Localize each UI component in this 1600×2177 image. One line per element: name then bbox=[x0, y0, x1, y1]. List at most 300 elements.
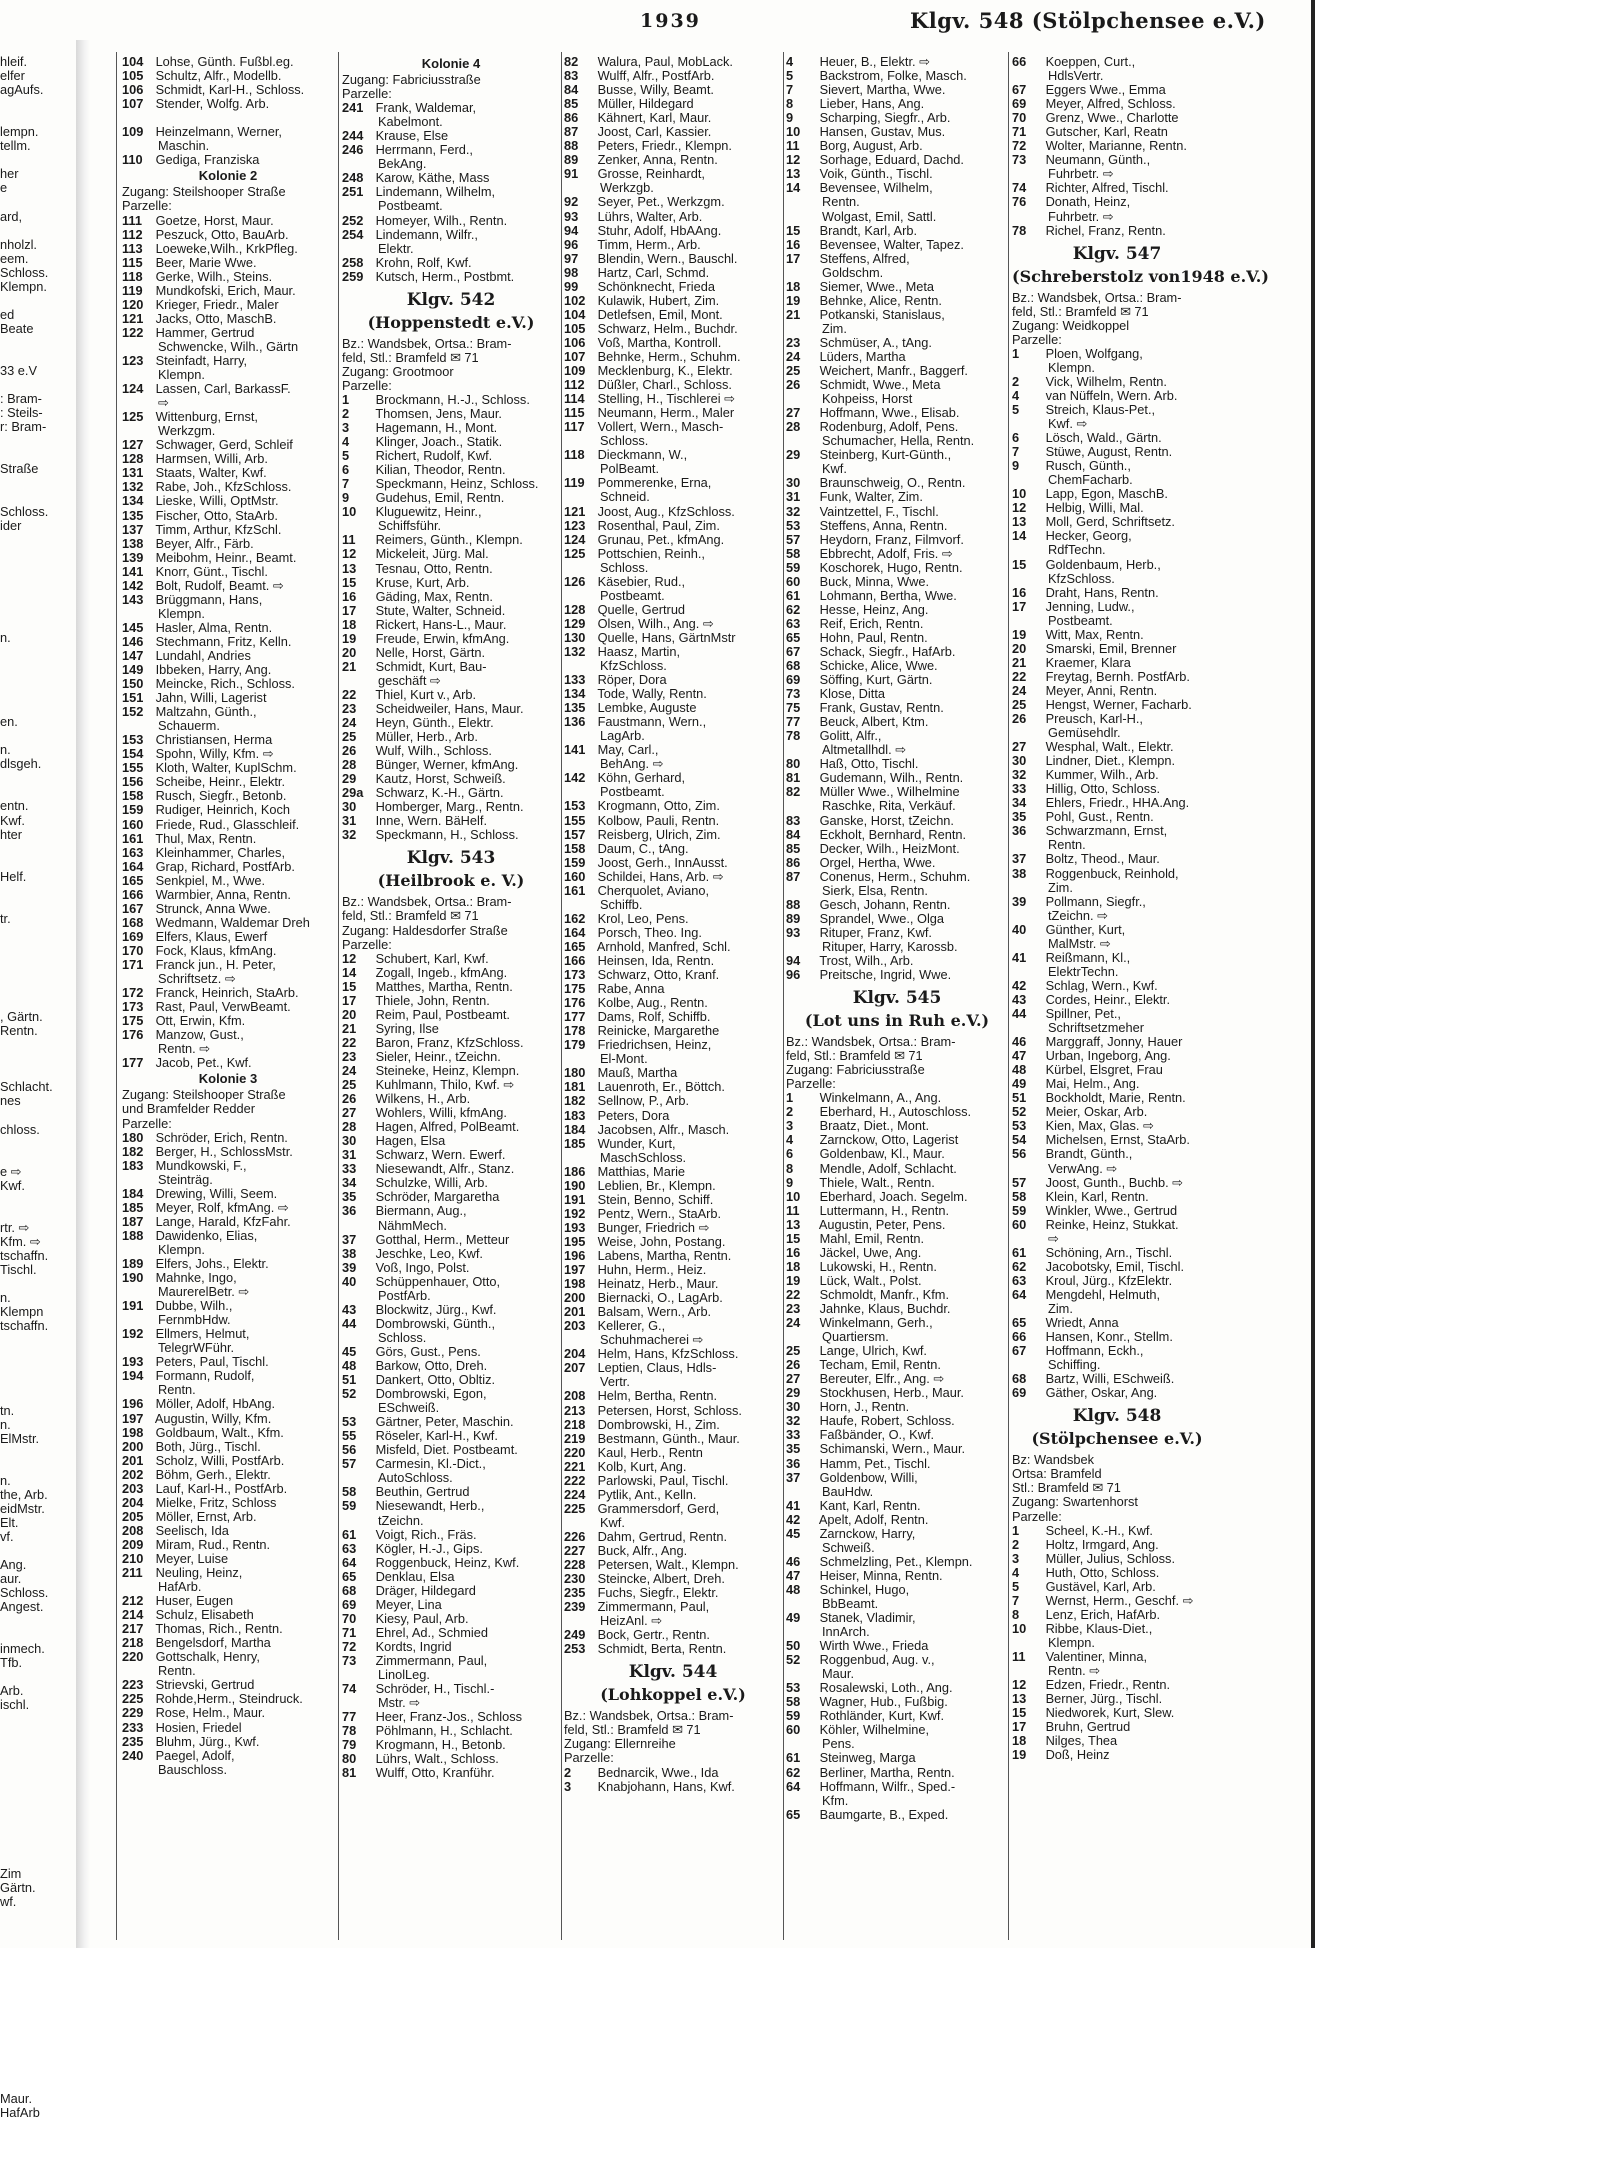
plot-number: 40 bbox=[1012, 921, 1027, 937]
plot-number: 4 bbox=[786, 1132, 794, 1148]
tenant-text: Petersen, Walt., Klempn. bbox=[597, 1557, 739, 1573]
tenant-text: Kellerer, G., bbox=[597, 1318, 666, 1334]
plot-entry bbox=[122, 1678, 334, 1692]
plot-number: 13 bbox=[1012, 1691, 1027, 1707]
fragment-line bbox=[0, 954, 72, 968]
fragment-line: elfer bbox=[0, 68, 25, 84]
tenant-text: Thiel, Kurt v., Arb. bbox=[375, 686, 477, 702]
plot-entry bbox=[564, 842, 782, 856]
plot-number: 32 bbox=[786, 503, 801, 519]
tenant-text: Mengdehl, Helmuth, bbox=[1045, 1286, 1161, 1302]
plot-number: 61 bbox=[342, 1526, 357, 1542]
tenant-text: Trost, Wilh., Arb. bbox=[819, 953, 914, 968]
tenant-text: Buck, Alfr., Ang. bbox=[597, 1542, 688, 1558]
plot-entry bbox=[564, 547, 782, 561]
tenant-text: Lauf, Karl-H., PostfArb. bbox=[155, 1480, 288, 1496]
plot-entry bbox=[342, 1078, 560, 1092]
plot-entry bbox=[786, 1302, 1008, 1316]
plot-entry bbox=[1012, 867, 1222, 881]
tenant-text: Bünger, Werner, kfmAng. bbox=[375, 757, 519, 773]
column-rule bbox=[783, 52, 784, 1940]
plot-number: 14 bbox=[786, 180, 801, 196]
plot-entry bbox=[342, 1190, 560, 1204]
entry-continuation: VerwAng. ⇨ bbox=[1048, 1160, 1118, 1176]
tenant-text: Lindner, Diet., Klempn. bbox=[1045, 753, 1176, 769]
plot-number: 2 bbox=[786, 1104, 794, 1120]
plot-number: 18 bbox=[1012, 1733, 1027, 1749]
tenant-text: Franck jun., H. Peter, bbox=[155, 957, 276, 972]
plot-number: 105 bbox=[564, 320, 586, 336]
plot-entry bbox=[342, 1710, 560, 1724]
plot-entry bbox=[342, 576, 560, 590]
plot-number: 58 bbox=[786, 1694, 801, 1710]
plot-entry bbox=[1012, 1147, 1222, 1161]
plot-number: 12 bbox=[1012, 1677, 1027, 1693]
tenant-text: Stüwe, August, Rentn. bbox=[1045, 444, 1173, 460]
plot-entry bbox=[122, 1552, 334, 1566]
plot-number: 69 bbox=[1012, 1385, 1027, 1401]
plot-number: 178 bbox=[564, 1023, 586, 1039]
plot-entry bbox=[122, 635, 334, 649]
plot-entry bbox=[1012, 1650, 1222, 1664]
plot-entry bbox=[564, 505, 782, 519]
plot-number: 12 bbox=[1012, 500, 1027, 516]
plot-number: 166 bbox=[122, 886, 144, 902]
tenant-text: Winkler, Wwe., Gertrud bbox=[1045, 1202, 1178, 1218]
tenant-text: Rudiger, Heinrich, Koch bbox=[155, 802, 290, 818]
plot-number: 37 bbox=[786, 1469, 801, 1485]
tenant-text: Gäding, Max, Rentn. bbox=[375, 588, 493, 604]
tenant-text: Eberhard, H., Autoschloss. bbox=[819, 1104, 972, 1120]
plot-entry bbox=[786, 771, 1008, 785]
plot-entry bbox=[786, 1344, 1008, 1358]
tenant-text: Strievski, Gertrud bbox=[155, 1677, 255, 1693]
fragment-line bbox=[0, 926, 72, 940]
plot-number: 20 bbox=[342, 644, 357, 660]
fragment-line bbox=[0, 1783, 72, 1797]
plot-number: 158 bbox=[122, 788, 144, 804]
plot-entry bbox=[122, 1056, 334, 1070]
tenant-text: Wagner, Hub., Fußbig. bbox=[819, 1694, 948, 1710]
tenant-text: Rituper, Franz, Kwf. bbox=[819, 924, 932, 940]
plot-number: 84 bbox=[786, 826, 801, 842]
plot-number: 77 bbox=[786, 714, 801, 730]
plot-number: 33 bbox=[1012, 781, 1027, 797]
plot-entry bbox=[342, 143, 560, 157]
tenant-text: Schubert, Karl, Kwf. bbox=[375, 950, 489, 966]
plot-number: 189 bbox=[122, 1255, 144, 1271]
tenant-text: Fock, Klaus, kfmAng. bbox=[155, 942, 277, 958]
plot-entry bbox=[786, 561, 1008, 575]
tenant-text: Spohn, Willy, Kfm. ⇨ bbox=[155, 746, 274, 762]
tenant-text: Goldenbow, Willi, bbox=[819, 1469, 918, 1485]
plot-entry bbox=[786, 308, 1008, 322]
tenant-text: Huth, Otto, Schloss. bbox=[1045, 1564, 1160, 1580]
tenant-text: Gesch, Johann, Rentn. bbox=[819, 896, 951, 912]
plot-number: 32 bbox=[1012, 767, 1027, 783]
plot-entry bbox=[122, 452, 334, 466]
tenant-text: Hohn, Paul, Rentn. bbox=[819, 629, 928, 645]
plot-number: 58 bbox=[342, 1484, 357, 1500]
plot-entry bbox=[122, 874, 334, 888]
plot-number: 164 bbox=[122, 858, 144, 874]
plot-entry bbox=[342, 994, 560, 1008]
plot-entry bbox=[122, 1327, 334, 1341]
plot-number: 134 bbox=[564, 686, 586, 702]
plot-number: 207 bbox=[564, 1360, 586, 1376]
plot-entry bbox=[342, 980, 560, 994]
plot-number: 83 bbox=[564, 68, 579, 84]
association-heading: Klgv. 544 bbox=[628, 1662, 718, 1683]
plot-entry bbox=[122, 930, 334, 944]
plot-number: 16 bbox=[786, 1244, 801, 1260]
plot-number: 109 bbox=[564, 363, 586, 379]
plot-entry bbox=[342, 1148, 560, 1162]
tenant-text: Frank, Waldemar, bbox=[375, 100, 477, 116]
plot-number: 64 bbox=[342, 1554, 357, 1570]
association-name: (Hoppenstedt e.V.) bbox=[367, 312, 535, 332]
plot-number: 22 bbox=[786, 1286, 801, 1302]
plot-number: 196 bbox=[122, 1396, 144, 1412]
fragment-line bbox=[0, 350, 72, 364]
plot-entry bbox=[122, 1706, 334, 1720]
plot-number: 190 bbox=[564, 1177, 586, 1193]
tenant-text: Olsen, Wilh., Ang. ⇨ bbox=[597, 615, 714, 631]
plot-entry bbox=[122, 83, 334, 97]
fragment-line: Schlacht. bbox=[0, 1079, 53, 1095]
tenant-text: Zimmermann, Paul, bbox=[375, 1652, 488, 1668]
plot-number: 62 bbox=[786, 1764, 801, 1780]
plot-number: 14 bbox=[1012, 528, 1027, 544]
fragment-line bbox=[0, 1389, 72, 1403]
plot-entry bbox=[342, 1738, 560, 1752]
plot-entry bbox=[342, 716, 560, 730]
plot-number: 175 bbox=[564, 981, 586, 997]
plot-number: 161 bbox=[122, 830, 144, 846]
plot-number: 107 bbox=[564, 348, 586, 364]
entry-continuation: Altmetallhdl. ⇨ bbox=[822, 742, 906, 758]
plot-number: 26 bbox=[1012, 711, 1027, 727]
fragment-line bbox=[0, 996, 72, 1010]
fragment-line bbox=[0, 1347, 72, 1361]
tenant-text: Schulzke, Willi, Arb. bbox=[375, 1175, 488, 1191]
plot-number: 69 bbox=[786, 672, 801, 688]
tenant-text: Apelt, Adolf, Rentn. bbox=[818, 1511, 929, 1527]
plot-number: 5 bbox=[1012, 401, 1020, 417]
plot-number: 143 bbox=[122, 591, 144, 607]
plot-entry bbox=[786, 1288, 1008, 1302]
fragment-line bbox=[0, 659, 72, 673]
plot-entry bbox=[564, 1361, 782, 1375]
plot-number: 94 bbox=[564, 222, 579, 238]
tenant-text: Strunck, Anna Wwe. bbox=[155, 900, 271, 916]
plot-number: 157 bbox=[564, 826, 586, 842]
directory-column-5 bbox=[1012, 54, 1269, 1763]
entry-continuation: Kwf. bbox=[600, 1514, 625, 1530]
tenant-text: Heuer, B., Elektr. ⇨ bbox=[819, 54, 930, 69]
plot-entry bbox=[1012, 1372, 1222, 1386]
tenant-text: Conenus, Herm., Schuhm. bbox=[819, 868, 971, 884]
plot-number: 1 bbox=[1012, 1522, 1020, 1538]
plot-entry bbox=[1012, 1176, 1222, 1190]
plot-entry bbox=[342, 1036, 560, 1050]
plot-number: 77 bbox=[342, 1709, 357, 1725]
tenant-text: Ehlers, Friedr., HHA.Ang. bbox=[1045, 795, 1190, 811]
entry-continuation: Elektr. bbox=[378, 240, 414, 256]
association-info: Parzelle: bbox=[342, 377, 392, 393]
tenant-text: Paegel, Adolf, bbox=[155, 1747, 235, 1763]
plot-number: 173 bbox=[122, 999, 144, 1015]
fragment-line bbox=[0, 1811, 72, 1825]
entry-continuation: Rentn. ⇨ bbox=[1048, 1663, 1100, 1679]
tenant-text: Joost, Carl, Kassier. bbox=[597, 124, 712, 140]
plot-number: 58 bbox=[1012, 1188, 1027, 1204]
plot-number: 73 bbox=[342, 1652, 357, 1668]
plot-number: 18 bbox=[342, 616, 357, 632]
fragment-line bbox=[0, 1137, 72, 1151]
plot-number: 15 bbox=[786, 1230, 801, 1246]
association-name: (Lot uns in Ruh e.V.) bbox=[804, 1011, 990, 1031]
tenant-text: Bruhn, Gertrud bbox=[1045, 1719, 1131, 1735]
plot-entry bbox=[122, 438, 334, 452]
tenant-text: Hagen, Elsa bbox=[375, 1133, 446, 1149]
plot-number: 65 bbox=[342, 1568, 357, 1584]
plot-number: 12 bbox=[342, 546, 357, 562]
plot-number: 136 bbox=[564, 714, 586, 730]
plot-entry bbox=[1012, 1133, 1222, 1147]
plot-number: 17 bbox=[1012, 1719, 1027, 1735]
fragment-line bbox=[0, 1544, 72, 1558]
plot-number: 44 bbox=[342, 1315, 357, 1331]
plot-number: 59 bbox=[786, 559, 801, 575]
plot-number: 197 bbox=[122, 1410, 144, 1426]
plot-entry bbox=[564, 1291, 782, 1305]
tenant-text: Schack, Siegfr., HafArb. bbox=[819, 643, 956, 659]
tenant-text: Heiser, Minna, Rentn. bbox=[819, 1567, 943, 1583]
tenant-text: Donath, Heinz, bbox=[1045, 194, 1131, 210]
plot-number: 21 bbox=[342, 1020, 357, 1036]
plot-entry bbox=[122, 747, 334, 761]
plot-number: 137 bbox=[122, 521, 144, 537]
tenant-text: Rodenburg, Adolf, Pens. bbox=[819, 419, 959, 435]
plot-number: 115 bbox=[564, 405, 585, 421]
plot-number: 31 bbox=[786, 489, 801, 505]
plot-number: 25 bbox=[786, 363, 801, 379]
plot-number: 13 bbox=[786, 166, 801, 182]
plot-number: 118 bbox=[564, 447, 585, 463]
tenant-text: Edzen, Friedr., Rentn. bbox=[1045, 1677, 1171, 1693]
plot-entry bbox=[342, 952, 560, 966]
plot-number: 40 bbox=[342, 1273, 357, 1289]
plot-number: 74 bbox=[342, 1681, 357, 1697]
plot-entry bbox=[564, 814, 782, 828]
plot-entry bbox=[1012, 1386, 1222, 1400]
tenant-text: Petersen, Horst, Schloss. bbox=[597, 1402, 742, 1418]
tenant-text: Schröder, Margaretha bbox=[375, 1189, 500, 1205]
tenant-text: Rosalewski, Loth., Ang. bbox=[819, 1680, 953, 1696]
tenant-text: Köhler, Wilhelmine, bbox=[819, 1722, 930, 1738]
colony-title: Kolonie 3 bbox=[198, 1071, 258, 1087]
plot-number: 18 bbox=[786, 1258, 801, 1274]
fragment-line: Straße bbox=[0, 461, 39, 477]
tenant-text: Dombrowski, H., Zim. bbox=[597, 1416, 720, 1432]
fragment-line: tellm. bbox=[0, 138, 31, 154]
plot-entry bbox=[342, 1682, 560, 1696]
column-rule bbox=[561, 52, 562, 1940]
plot-entry bbox=[564, 69, 782, 83]
plot-number: 142 bbox=[564, 770, 586, 786]
fragment-line bbox=[0, 547, 72, 561]
tenant-text: Wittenburg, Ernst, bbox=[155, 409, 258, 425]
plot-entry bbox=[342, 1387, 560, 1401]
plot-number: 10 bbox=[786, 124, 801, 140]
tenant-text: Kautz, Horst, Schweiß. bbox=[375, 771, 506, 787]
tenant-text: Bereuter, Elfr., Ang. ⇨ bbox=[819, 1371, 945, 1387]
fragment-line: tschaffn. bbox=[0, 1318, 49, 1334]
plot-entry bbox=[122, 1426, 334, 1440]
tenant-text: Meyer, Lina bbox=[375, 1596, 442, 1612]
plot-number: 55 bbox=[342, 1428, 357, 1444]
plot-entry bbox=[564, 1249, 782, 1263]
plot-entry bbox=[564, 1766, 782, 1780]
plot-entry bbox=[342, 1373, 560, 1387]
tenant-text: Meier, Oskar, Arb. bbox=[1045, 1104, 1148, 1120]
fragment-line: agAufs. bbox=[0, 82, 44, 98]
tenant-text: Braunschweig, O., Rentn. bbox=[819, 475, 966, 491]
plot-number: 1 bbox=[342, 391, 350, 407]
plot-number: 98 bbox=[564, 264, 579, 280]
tenant-text: Draht, Hans, Rentn. bbox=[1045, 584, 1159, 600]
plot-entry bbox=[564, 1404, 782, 1418]
plot-number: 220 bbox=[122, 1649, 144, 1665]
tenant-text: Lohmann, Bertha, Wwe. bbox=[819, 587, 957, 603]
tenant-text: Thiele, Walt., Rentn. bbox=[819, 1174, 935, 1190]
tenant-text: Augustin, Peter, Pens. bbox=[818, 1216, 946, 1232]
fragment-line bbox=[0, 378, 72, 392]
entry-continuation: Sierk, Elsa, Rentn. bbox=[822, 882, 928, 898]
plot-entry bbox=[342, 1556, 560, 1570]
tenant-text: Meincke, Rich., Schloss. bbox=[155, 676, 295, 692]
plot-entry bbox=[564, 1080, 782, 1094]
plot-entry bbox=[122, 1496, 334, 1510]
plot-number: 60 bbox=[1012, 1216, 1027, 1232]
plot-entry bbox=[564, 97, 782, 111]
plot-entry bbox=[342, 1303, 560, 1317]
tenant-text: Friedrichsen, Heinz, bbox=[597, 1037, 712, 1053]
plot-number: 20 bbox=[342, 1006, 357, 1022]
fragment-line bbox=[0, 224, 72, 238]
plot-entry bbox=[564, 1642, 782, 1656]
tenant-text: Beer, Marie Wwe. bbox=[155, 254, 257, 270]
plot-number: 72 bbox=[342, 1638, 357, 1654]
plot-entry bbox=[1012, 1594, 1222, 1608]
fragment-line: Tfb. bbox=[0, 1655, 23, 1671]
plot-entry bbox=[786, 1232, 1008, 1246]
plot-number: 192 bbox=[122, 1326, 144, 1342]
tenant-text: Kleinhammer, Charles, bbox=[155, 844, 286, 860]
tenant-text: Stute, Walter, Schneid. bbox=[375, 602, 506, 618]
tenant-text: Mundkowski, F., bbox=[155, 1157, 247, 1173]
plot-number: 176 bbox=[564, 995, 586, 1011]
tenant-text: Thul, Max, Rentn. bbox=[155, 830, 257, 846]
directory-column-2 bbox=[342, 55, 560, 1780]
plot-number: 181 bbox=[564, 1079, 586, 1095]
tenant-text: Schwarz, Helm., Buchdr. bbox=[597, 320, 738, 336]
tenant-text: Spillner, Pet., bbox=[1045, 1006, 1121, 1021]
tenant-text: Mickeleit, Jürg. Mal. bbox=[375, 546, 489, 562]
fragment-line bbox=[0, 2078, 72, 2092]
tenant-text: Reif, Erich, Rentn. bbox=[819, 615, 924, 631]
plot-number: 132 bbox=[122, 479, 144, 495]
tenant-text: Grosse, Reinhardt, bbox=[597, 166, 705, 182]
tenant-text: Voß, Martha, Kontroll. bbox=[597, 334, 722, 350]
fragment-line bbox=[0, 111, 72, 125]
tenant-text: Daum, C., tAng. bbox=[597, 840, 689, 856]
plot-entry bbox=[1012, 347, 1222, 361]
tenant-text: Hengst, Werner, Facharb. bbox=[1045, 696, 1192, 712]
fragment-line bbox=[0, 898, 72, 912]
plot-entry bbox=[786, 1386, 1008, 1400]
plot-entry bbox=[786, 294, 1008, 308]
entry-continuation: HafArb. bbox=[158, 1579, 202, 1595]
plot-number: 8 bbox=[1012, 1606, 1020, 1622]
plot-entry bbox=[342, 393, 560, 407]
plot-number: 151 bbox=[122, 690, 144, 706]
entry-continuation: Kohpeiss, Horst bbox=[822, 391, 913, 407]
tenant-text: Schlag, Wern., Kwf. bbox=[1045, 977, 1158, 993]
plot-entry bbox=[564, 1558, 782, 1572]
fragment-line bbox=[0, 336, 72, 350]
tenant-text: Krause, Else bbox=[375, 128, 449, 144]
plot-number: 19 bbox=[786, 1272, 801, 1288]
tenant-text: Kroul, Jürg., KfzElektr. bbox=[1045, 1272, 1173, 1288]
plot-entry bbox=[786, 1611, 1008, 1625]
plot-number: 62 bbox=[1012, 1258, 1027, 1274]
plot-number: 86 bbox=[564, 110, 579, 126]
entry-continuation: Pens. bbox=[822, 1736, 855, 1752]
plot-number: 211 bbox=[122, 1565, 143, 1581]
tenant-text: Decker, Wilh., HeizMont. bbox=[819, 840, 960, 856]
plot-entry bbox=[786, 1133, 1008, 1147]
fragment-line: r: Bram- bbox=[0, 419, 47, 435]
plot-entry bbox=[342, 604, 560, 618]
plot-number: 17 bbox=[342, 602, 357, 618]
plot-entry bbox=[786, 575, 1008, 589]
plot-entry bbox=[1012, 431, 1222, 445]
tenant-text: Heydorn, Franz, Filmvorf. bbox=[819, 531, 964, 547]
tenant-text: Timm, Arthur, KfzSchl. bbox=[155, 521, 282, 537]
plot-number: 158 bbox=[564, 840, 586, 856]
plot-number: 22 bbox=[1012, 668, 1027, 684]
plot-number: 248 bbox=[342, 170, 364, 186]
plot-number: 239 bbox=[564, 1599, 586, 1615]
tenant-text: Söffing, Kurt, Gärtn. bbox=[819, 672, 933, 688]
tenant-text: Staats, Walter, Kwf. bbox=[155, 465, 267, 481]
plot-entry bbox=[122, 1692, 334, 1706]
fragment-line bbox=[0, 2022, 72, 2036]
plot-entry bbox=[786, 1639, 1008, 1653]
tenant-text: Pytlik, Ant., Kelln. bbox=[597, 1486, 697, 1502]
plot-entry bbox=[786, 1119, 1008, 1133]
plot-entry bbox=[786, 406, 1008, 420]
fragment-line: Ang. bbox=[0, 1557, 27, 1573]
tenant-text: Faßbänder, O., Kwf. bbox=[819, 1427, 935, 1443]
plot-entry bbox=[786, 673, 1008, 687]
plot-entry bbox=[122, 902, 334, 916]
tenant-text: Ellmers, Helmut, bbox=[155, 1326, 250, 1342]
association-info: Parzelle: bbox=[1012, 331, 1062, 347]
plot-number: 244 bbox=[342, 128, 364, 144]
